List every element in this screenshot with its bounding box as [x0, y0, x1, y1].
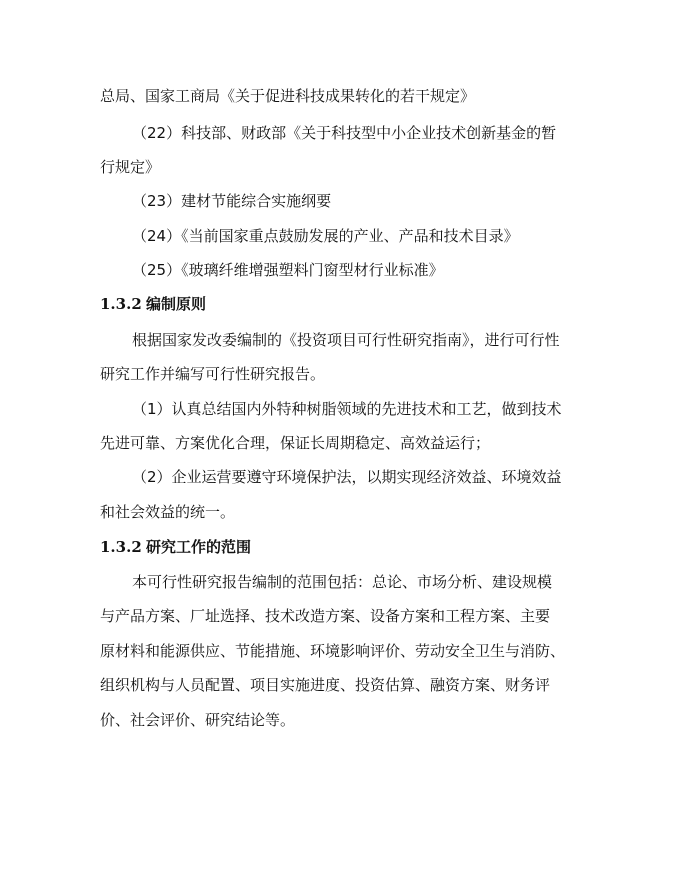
paragraph-line: 价、社会评价、研究结论等。 [100, 711, 296, 729]
section-title: 研究工作的范围 [146, 538, 252, 556]
section-number: 1.3.2 [100, 295, 142, 313]
list-item-23: （23）建材节能综合实施纲要 [132, 192, 332, 210]
list-item-2-continued: 和社会效益的统一。 [100, 503, 236, 521]
list-item-22-continued: 行规定》 [100, 158, 161, 176]
list-item-2: （2）企业运营要遵守环境保护法，以期实现经济效益、环境效益 [132, 468, 562, 486]
paragraph-line: 研究工作并编写可行性研究报告。 [100, 365, 326, 383]
section-number: 1.3.2 [100, 538, 142, 556]
section-title: 编制原则 [146, 295, 207, 313]
section-heading-principles [100, 294, 206, 314]
paragraph-line: 原材料和能源供应、节能措施、环境影响评价、劳动安全卫生与消防、 [100, 642, 566, 660]
list-item-1: （1）认真总结国内外特种树脂领域的先进技术和工艺，做到技术 [132, 400, 562, 418]
list-item-25: （25）《玻璃纤维增强塑料门窗型材行业标准》 [132, 261, 444, 279]
list-item-1-continued: 先进可靠、方案优化合理，保证长周期稳定、高效益运行； [100, 434, 491, 452]
text-line: 总局、国家工商局《关于促进科技成果转化的若干规定》 [100, 87, 476, 105]
list-item-22: （22）科技部、财政部《关于科技型中小企业技术创新基金的暂 [132, 124, 557, 142]
paragraph-line: 与产品方案、厂址选择、技术改造方案、设备方案和工程方案、主要 [100, 607, 551, 625]
section-heading-scope [100, 537, 251, 557]
paragraph-line: 组织机构与人员配置、项目实施进度、投资估算、融资方案、财务评 [100, 676, 551, 694]
paragraph-line: 本可行性研究报告编制的范围包括：总论、市场分析、建设规模 [132, 573, 553, 591]
paragraph-line: 根据国家发改委编制的《投资项目可行性研究指南》，进行可行性 [132, 331, 560, 349]
list-item-24: （24）《当前国家重点鼓励发展的产业、产品和技术目录》 [132, 227, 519, 245]
